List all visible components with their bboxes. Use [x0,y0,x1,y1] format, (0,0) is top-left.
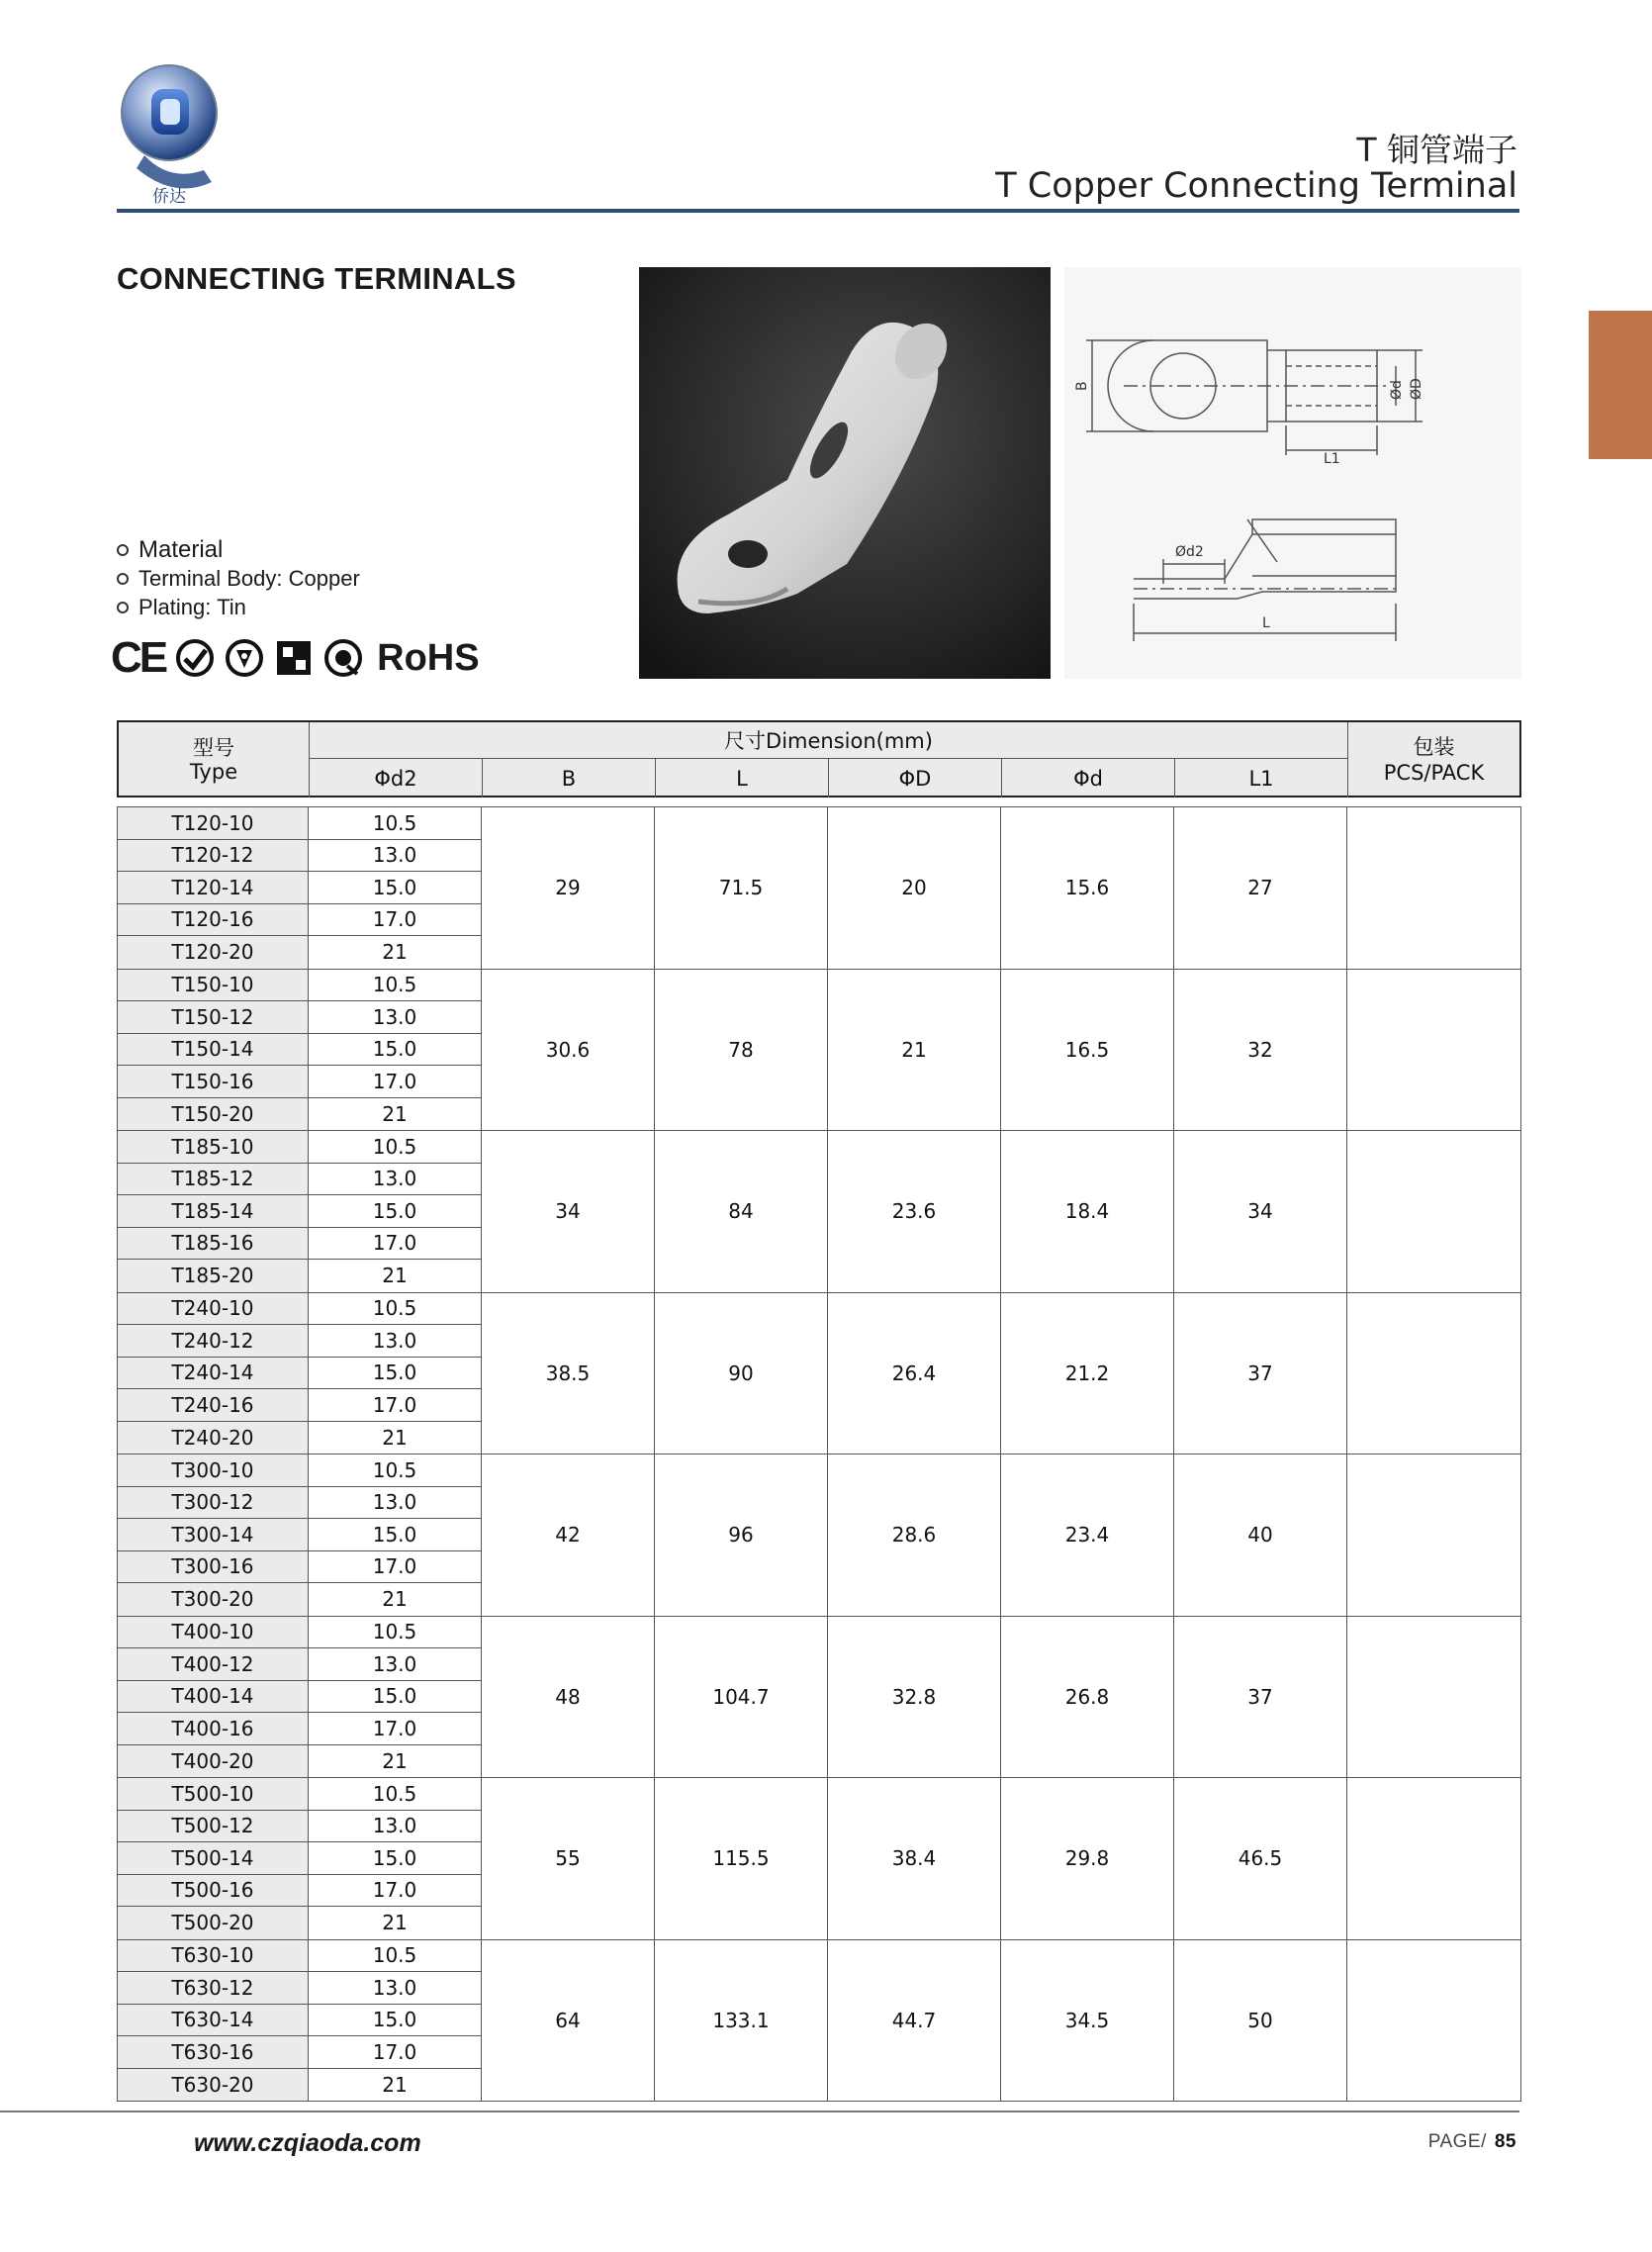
cell-type: T150-20 [118,1098,309,1131]
cell-pack [1347,807,1520,969]
ccc-mark-icon [225,638,264,678]
header-col-l: L [656,759,829,798]
cell-big-d: 32.8 [828,1617,1001,1778]
bullet-icon [117,544,129,556]
cell-l: 133.1 [655,1940,828,2102]
label-l1: L1 [1324,451,1340,467]
cell-type: T630-12 [118,1972,309,2005]
section-tab-marker [1589,311,1652,459]
cell-l: 104.7 [655,1617,828,1778]
cell-big-d: 21 [828,970,1001,1131]
dimension-drawing [1064,267,1521,679]
cell-type: T120-20 [118,936,309,969]
cell-d2: 13.0 [309,1164,482,1196]
company-logo [115,61,224,210]
cell-d2: 17.0 [309,2036,482,2069]
header-col-big-d: ΦD [829,759,1002,798]
cell-d2: 21 [309,2069,482,2102]
sgs-cert-icon [323,638,363,678]
cell-l: 115.5 [655,1778,828,1939]
page-number: PAGE/ 85 [1427,2131,1516,2152]
table-row-group [118,1454,1520,1617]
cell-d2: 13.0 [309,1648,482,1681]
iso-cert-icon [274,638,314,678]
cell-b: 48 [482,1617,655,1778]
cell-type: T500-12 [118,1811,309,1843]
cell-d2: 15.0 [309,872,482,904]
cell-d2: 17.0 [309,904,482,937]
cell-l1: 34 [1174,1131,1347,1292]
cell-d2: 21 [309,1745,482,1778]
cell-type: T500-10 [118,1778,309,1811]
page-title-cn: T 铜管端子 [1356,131,1517,169]
cell-d2: 17.0 [309,1875,482,1908]
header-pack: 包装 PCS/PACK [1383,735,1485,785]
cell-d2: 15.0 [309,1519,482,1551]
cell-pack [1347,1940,1520,2102]
cell-l: 96 [655,1454,828,1616]
cell-l: 78 [655,970,828,1131]
label-b: B [1074,381,1090,391]
cell-type: T300-14 [118,1519,309,1551]
cell-d2: 17.0 [309,1389,482,1422]
cell-type: T500-16 [118,1875,309,1908]
cell-l1: 37 [1174,1617,1347,1778]
cell-pack [1347,1778,1520,1939]
cell-d2: 21 [309,936,482,969]
cell-type: T400-20 [118,1745,309,1778]
header-divider [117,209,1519,213]
cell-type: T240-20 [118,1422,309,1454]
cell-d2: 17.0 [309,1228,482,1261]
cell-type: T150-10 [118,970,309,1002]
cell-type: T150-16 [118,1066,309,1098]
cell-d2: 21 [309,1260,482,1292]
cell-type: T185-12 [118,1164,309,1196]
cell-b: 38.5 [482,1293,655,1454]
cell-b: 42 [482,1454,655,1616]
cell-type: T300-20 [118,1583,309,1616]
bullet-icon [117,602,129,613]
cell-type: T240-10 [118,1293,309,1326]
cell-pack [1347,1454,1520,1616]
certification-marks [111,633,480,683]
cell-d: 29.8 [1001,1778,1174,1939]
cell-d2: 21 [309,1907,482,1939]
cell-l1: 40 [1174,1454,1347,1616]
cell-d2: 10.5 [309,1454,482,1487]
cell-b: 29 [482,807,655,969]
cell-type: T400-10 [118,1617,309,1649]
label-l: L [1262,615,1270,631]
cell-big-d: 20 [828,807,1001,969]
cell-type: T240-16 [118,1389,309,1422]
label-d2: Ød2 [1175,544,1204,560]
cell-d2: 17.0 [309,1066,482,1098]
cell-d2: 17.0 [309,1713,482,1745]
cell-d: 21.2 [1001,1293,1174,1454]
cell-d2: 21 [309,1422,482,1454]
cell-type: T300-16 [118,1551,309,1584]
cell-type: T240-14 [118,1358,309,1390]
label-big-d: ØD [1409,378,1424,400]
header-col-b: B [483,759,656,798]
cell-type: T630-16 [118,2036,309,2069]
cell-l1: 50 [1174,1940,1347,2102]
cell-type: T630-10 [118,1940,309,1973]
cell-type: T500-14 [118,1842,309,1875]
cell-type: T240-12 [118,1325,309,1358]
label-d: Ød [1389,380,1405,400]
cell-d2: 10.5 [309,1778,482,1811]
cell-d2: 13.0 [309,1487,482,1520]
cell-big-d: 44.7 [828,1940,1001,2102]
cell-d2: 10.5 [309,1131,482,1164]
bullet-icon [117,573,129,585]
ce-mark: CE [111,633,166,682]
table-row-group [118,1778,1520,1940]
cell-d: 15.6 [1001,807,1174,969]
cell-d2: 15.0 [309,1195,482,1228]
cell-l: 84 [655,1131,828,1292]
cell-d2: 13.0 [309,1001,482,1034]
cell-d2: 13.0 [309,1325,482,1358]
cell-type: T185-14 [118,1195,309,1228]
cell-d2: 10.5 [309,1617,482,1649]
spec-table-header [117,720,1521,798]
cell-pack [1347,1131,1520,1292]
cell-type: T120-10 [118,807,309,840]
cell-l1: 27 [1174,807,1347,969]
cell-type: T185-10 [118,1131,309,1164]
cell-type: T400-14 [118,1681,309,1714]
quality-check-icon [175,638,215,678]
cell-type: T185-20 [118,1260,309,1292]
table-row-group [118,1131,1520,1293]
cell-d2: 13.0 [309,840,482,873]
cell-d: 26.8 [1001,1617,1174,1778]
cell-type: T300-12 [118,1487,309,1520]
cell-type: T185-16 [118,1228,309,1261]
table-row-group [118,1940,1520,2102]
cell-d2: 15.0 [309,2005,482,2037]
cell-type: T630-20 [118,2069,309,2102]
section-title: CONNECTING TERMINALS [117,261,516,296]
cell-d2: 15.0 [309,1034,482,1067]
cell-type: T300-10 [118,1454,309,1487]
cell-big-d: 28.6 [828,1454,1001,1616]
cell-b: 30.6 [482,970,655,1131]
cell-d2: 10.5 [309,1940,482,1973]
cell-d2: 13.0 [309,1972,482,2005]
header-col-d2: Φd2 [310,759,483,798]
cell-pack [1347,1617,1520,1778]
cell-d2: 15.0 [309,1358,482,1390]
header-type: 型号 Type [119,722,310,798]
cell-b: 64 [482,1940,655,2102]
cell-type: T150-12 [118,1001,309,1034]
cell-d: 16.5 [1001,970,1174,1131]
cell-d2: 21 [309,1583,482,1616]
cell-b: 55 [482,1778,655,1939]
cell-d: 23.4 [1001,1454,1174,1616]
table-row-group [118,807,1520,970]
footer-website[interactable]: www.czqiaoda.com [194,2129,421,2157]
cell-type: T120-16 [118,904,309,937]
cell-type: T120-12 [118,840,309,873]
cell-big-d: 38.4 [828,1778,1001,1939]
cell-type: T150-14 [118,1034,309,1067]
cell-d2: 15.0 [309,1842,482,1875]
cell-pack [1347,970,1520,1131]
cell-big-d: 23.6 [828,1131,1001,1292]
cell-l1: 32 [1174,970,1347,1131]
rohs-mark: RoHS [377,636,480,679]
cell-d: 18.4 [1001,1131,1174,1292]
table-row-group [118,1293,1520,1455]
material-heading: Material [117,536,223,564]
header-col-d: Φd [1002,759,1175,798]
cell-pack [1347,1293,1520,1454]
page-title-en: T Copper Connecting Terminal [995,166,1517,206]
cell-type: T500-20 [118,1907,309,1939]
header-col-l1: L1 [1175,759,1348,798]
product-photo [639,267,1051,679]
material-plating: Plating: Tin [117,595,246,620]
cell-l1: 37 [1174,1293,1347,1454]
cell-d2: 10.5 [309,807,482,840]
cell-d2: 10.5 [309,1293,482,1326]
cell-d2: 13.0 [309,1811,482,1843]
footer-divider [0,2111,1519,2112]
cell-d2: 15.0 [309,1681,482,1714]
cell-l: 71.5 [655,807,828,969]
cell-l: 90 [655,1293,828,1454]
cell-b: 34 [482,1131,655,1292]
logo-text: 侨达 [152,187,186,207]
table-row-group [118,970,1520,1132]
cell-type: T400-16 [118,1713,309,1745]
cell-d2: 17.0 [309,1551,482,1584]
cell-l1: 46.5 [1174,1778,1347,1939]
header-dimension: 尺寸Dimension(mm) [310,722,1348,759]
cell-d2: 21 [309,1098,482,1131]
cell-type: T630-14 [118,2005,309,2037]
material-body: Terminal Body: Copper [117,566,360,592]
cell-type: T120-14 [118,872,309,904]
cell-big-d: 26.4 [828,1293,1001,1454]
table-row-group [118,1617,1520,1779]
cell-d: 34.5 [1001,1940,1174,2102]
cell-type: T400-12 [118,1648,309,1681]
cell-d2: 10.5 [309,970,482,1002]
spec-table-body [117,806,1521,2102]
